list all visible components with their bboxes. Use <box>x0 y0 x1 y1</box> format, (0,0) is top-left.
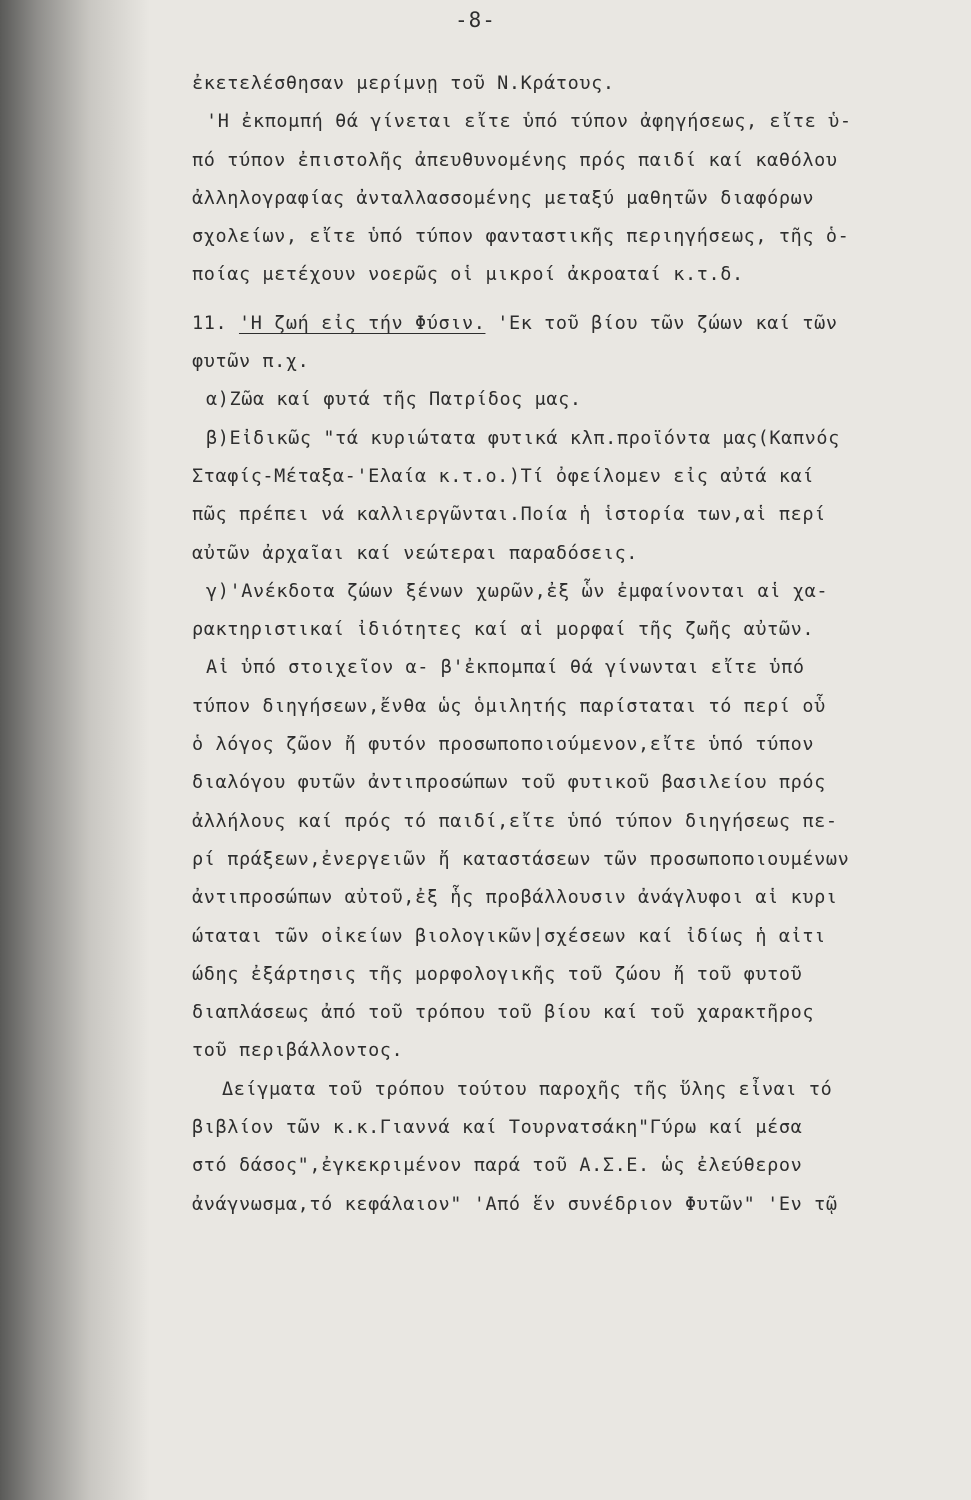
section-title: 'Η ζωή εἰς τήν Φύσιν. <box>238 312 486 334</box>
text-line: ἀντιπροσώπων αὐτοῦ,ἐξ ἧς προβάλλουσιν ἀνάγλυφοι αἱ κυρι <box>192 887 838 909</box>
binding-shadow <box>0 0 150 1500</box>
list-item: γ)'Ανέκδοτα ζώων ξένων χωρῶν,ἐξ ὧν ἐμφαίνονται αἱ χα- <box>206 580 829 602</box>
text-line: ρακτηριστικαί ἰδιότητες καί αἱ μορφαί τῆς ζωῆς αὐτῶν. <box>192 619 815 641</box>
text-line: πῶς πρέπει νά καλλιεργῶνται.Ποία ἡ ἱστορία των,αἱ περί <box>192 504 826 526</box>
list-item: α)Ζῶα καί φυτά τῆς Πατρίδος μας. <box>206 389 582 411</box>
text-line: ἀνάγνωσμα,τό κεφάλαιον" 'Από ἕν συνέδριον Φυτῶν" 'Εν τῷ <box>192 1193 838 1215</box>
text-line: διαλόγου φυτῶν ἀντιπροσώπων τοῦ φυτικοῦ βασιλείου πρός <box>192 772 826 794</box>
text-line: Δείγματα τοῦ τρόπου τούτου παροχῆς τῆς ὕλης εἶναι τό <box>222 1078 833 1100</box>
text-line: βιβλίον τῶν κ.κ.Γιαννά καί Τουρνατσάκη"Γύρω καί μέσα <box>192 1117 803 1139</box>
text-line: ρί πράξεων,ἐνεργειῶν ἤ καταστάσεων τῶν προσωποποιουμένων <box>192 848 850 870</box>
text-line: Αἱ ὑπό στοιχεῖον α- β'ἐκπομπαί θά γίνωνται εἴτε ὑπό <box>206 657 805 679</box>
text-line: φυτῶν π.χ. <box>192 351 310 373</box>
text-line: τοῦ περιβάλλοντος. <box>192 1040 404 1062</box>
text-line: 'Η ἐκπομπή θά γίνεται εἴτε ὑπό τύπον ἀφηγήσεως, εἴτε ὑ- <box>206 111 852 133</box>
text-line: Σταφίς-Μέταξα-'Ελαία κ.τ.ο.)Τί ὀφείλομεν εἰς αὐτά καί <box>192 465 815 487</box>
text-line: διαπλάσεως ἀπό τοῦ τρόπου τοῦ βίου καί τοῦ χαρακτῆρος <box>192 1002 815 1024</box>
text-line: ἀλλήλους καί πρός τό παιδί,εἴτε ὑπό τύπον διηγήσεως πε- <box>192 810 838 832</box>
section-heading <box>192 305 952 343</box>
page-number: -8- <box>455 8 496 32</box>
text-line: σχολείων, εἴτε ὑπό τύπον φανταστικῆς περιηγήσεως, τῆς ὁ- <box>192 226 850 248</box>
list-item: β)Εἰδικῶς "τά κυριώτατα φυτικά κλπ.προϊόντα μας(Καπνός <box>206 427 840 449</box>
text-line: ὁ λόγος ζῶον ἤ φυτόν προσωποποιούμενον,εἴτε ὑπό τύπον <box>192 734 815 756</box>
text-line: ἀλληλογραφίας ἀνταλλασσομένης μεταξύ μαθητῶν διαφόρων <box>192 187 815 209</box>
document-body <box>192 65 952 1224</box>
text-line: αὐτῶν ἀρχαῖαι καί νεώτεραι παραδόσεις. <box>192 542 639 564</box>
text-line: ώταται τῶν οἰκείων βιολογικῶν|σχέσεων καί ἰδίως ἡ αἰτι <box>192 925 826 947</box>
text-line: ώδης ἐξάρτησις τῆς μορφολογικῆς τοῦ ζώου ἤ τοῦ φυτοῦ <box>192 963 803 985</box>
text-line: τύπον διηγήσεων,ἔνθα ὡς ὁμιλητής παρίσταται τό περί οὗ <box>192 695 826 717</box>
text-line: στό δάσος",ἐγκεκριμένον παρά τοῦ Α.Σ.Ε. ὡς ἐλεύθερον <box>192 1155 803 1177</box>
section-intro: 'Εκ τοῦ βίου τῶν ζώων καί τῶν <box>497 312 838 334</box>
text-line: ποίας μετέχουν νοερῶς οἱ μικροί ἀκροαταί κ.τ.δ. <box>192 264 744 286</box>
section-number: 11. <box>192 312 228 334</box>
text-line: ἐκετελέσθησαν μερίμνῃ τοῦ Ν.Κράτους. <box>192 73 615 94</box>
text-line: πό τύπον ἐπιστολῆς ἀπευθυνομένης πρός παιδί καί καθόλου <box>192 149 838 171</box>
